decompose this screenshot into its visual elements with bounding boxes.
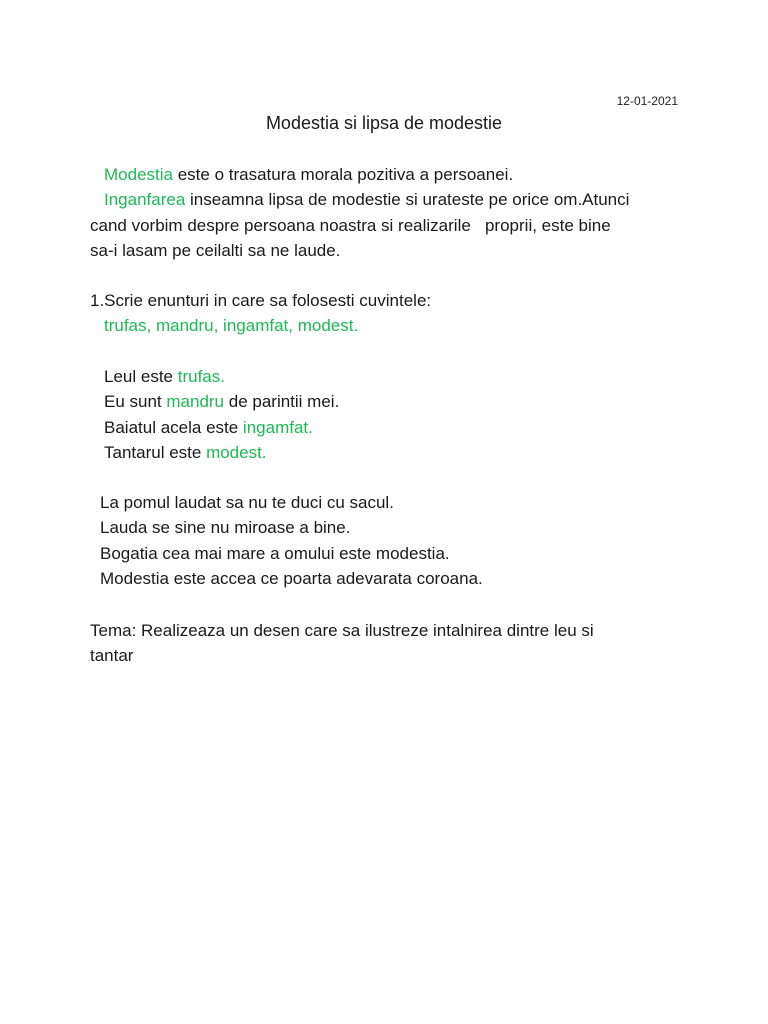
proverb: Modestia este accea ce poarta adevarata coroana. xyxy=(100,568,483,588)
document-date: 12-01-2021 xyxy=(616,94,678,108)
sentence-3 xyxy=(90,415,690,440)
intro-line-3: cand vorbim despre persoana noastra si realizarile proprii, este bine xyxy=(90,215,611,235)
sentence-text: Leul este xyxy=(104,367,178,386)
sentence-text: Baiatul acela este xyxy=(104,417,243,437)
example-sentences xyxy=(90,364,690,465)
sentence-word: ingamfat. xyxy=(242,417,313,437)
sentence-4 xyxy=(90,440,690,465)
intro-line-1 xyxy=(90,162,690,187)
exercise-words: trufas, mandru, ingamfat, modest. xyxy=(104,316,359,336)
sentence-word: modest. xyxy=(206,442,267,462)
exercise-section xyxy=(90,288,690,339)
definition-modestia: este o trasatura morala pozitiva a persoanei. xyxy=(172,165,514,184)
proverb: La pomul laudat sa nu te duci cu sacul. xyxy=(100,493,394,512)
sentence-text: de parintii mei. xyxy=(224,392,340,412)
document-title: Modestia si lipsa de modestie xyxy=(265,113,503,133)
term-inganfarea: Inganfarea xyxy=(104,190,186,210)
proverb: Lauda se sine nu miroase a bine. xyxy=(100,518,351,538)
sentence-text: Tantarul este xyxy=(104,442,207,462)
proverb: Bogatia cea mai mare a omului este modestia. xyxy=(100,543,450,563)
proverbs-list xyxy=(90,490,690,591)
sentence-2 xyxy=(90,389,690,414)
sentence-word: trufas. xyxy=(177,367,225,386)
sentence-word: mandru xyxy=(166,392,225,412)
intro-line-4: sa-i lasam pe ceilalti sa ne laude. xyxy=(90,240,341,260)
intro-paragraph xyxy=(90,162,690,263)
exercise-instruction: 1.Scrie enunturi in care sa folosesti cuvintele: xyxy=(90,291,432,310)
intro-line-2 xyxy=(90,187,690,212)
homework-section xyxy=(90,618,690,669)
definition-inganfarea: inseamna lipsa de modestie si urateste pe orice om.Atunci xyxy=(185,190,630,210)
term-modestia: Modestia xyxy=(104,165,173,184)
homework-line-2: tantar xyxy=(90,646,134,666)
sentence-text: Eu sunt xyxy=(104,392,167,412)
homework-line-1: Tema: Realizeaza un desen care sa ilustreze intalnirea dintre leu si xyxy=(90,621,594,640)
sentence-1 xyxy=(90,364,690,389)
